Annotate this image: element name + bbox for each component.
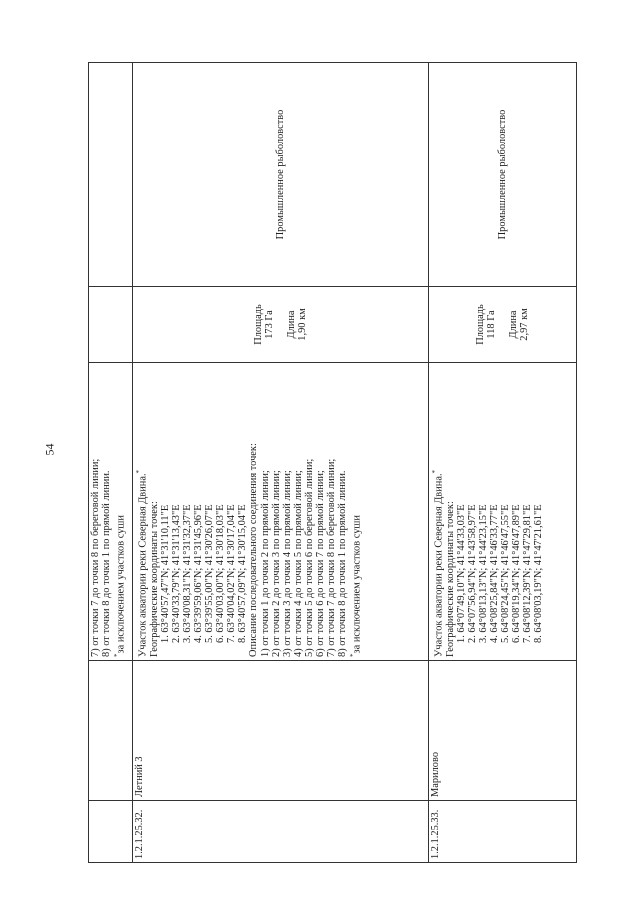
coord-point: 8. 64°08'03,19"N; 41°47'21,61"E: [533, 504, 545, 643]
coord-point: 3. 64°08'13,13"N; 41°44'23,15"E: [477, 504, 489, 643]
coord-point: 1. 64°07'49,10"N; 41°44'33,03"E: [455, 504, 467, 643]
coords-header: Географические координаты точек:: [444, 501, 456, 657]
cell-empty: [89, 287, 133, 363]
table-row: [133, 63, 429, 863]
length-value: 1,90 км: [297, 308, 309, 341]
length-label: Длина: [508, 310, 519, 339]
coord-point: 3. 63°40'08,31"N; 41°31'32,37"E: [181, 504, 193, 643]
area-title: Участок акватории реки Северная Двина.*: [135, 469, 149, 657]
coord-point: 6. 64°08'19,34"N; 41°46'47,89"E: [511, 504, 523, 643]
table-row: [429, 63, 577, 863]
coord-point: 2. 63°40'33,79"N; 41°31'13,43"E: [170, 504, 182, 643]
purpose-cell: Промышленное рыболовство: [133, 63, 429, 287]
continuation-cell: [89, 363, 133, 661]
desc-line: 7) от точки 7 до точки 8 по береговой линии;: [326, 458, 338, 657]
coords-header: Географические координаты точек:: [148, 501, 160, 657]
coord-point: 7. 63°40'04,02"N; 41°30'17,04"E: [226, 504, 238, 643]
exclusion-note: *за исключением участков суши: [113, 515, 127, 657]
desc-line: 5) от точки 5 до точки 6 по береговой линии;: [303, 458, 315, 657]
row-id: 1.2.1.25.33.: [429, 801, 577, 863]
coord-point: 4. 63°39'59,06"N; 41°31'45,96"E: [192, 504, 204, 643]
row-id: 1.2.1.25.32.: [133, 801, 429, 863]
desc-header: Описание последовательного соединения точек:: [248, 443, 260, 657]
area-label: Площадь: [252, 304, 264, 345]
registry-table-wrapper: [88, 63, 578, 863]
table-row-continuation: [89, 63, 133, 863]
coord-point: 7. 64°08'12,39"N; 41°47'29,81"E: [522, 504, 534, 643]
coord-point: 2. 64°07'56,94"N; 41°43'58,97"E: [466, 504, 478, 643]
cell-empty: [89, 801, 133, 863]
coord-point: 5. 63°39'55,00"N; 41°30'26,07"E: [204, 504, 216, 643]
coord-point: 4. 64°08'25,84"N; 41°46'33,77"E: [488, 504, 500, 643]
coord-point: 6. 63°40'03,00"N; 41°30'18,03"E: [215, 504, 227, 643]
desc-line: 4) от точки 4 до точки 5 по прямой линии;: [292, 470, 304, 657]
area-length-cell: [429, 287, 577, 363]
desc-line: 3) от точки 3 до точки 4 по прямой линии;: [281, 470, 293, 657]
exclusion-note: *за исключением участков суши: [349, 515, 363, 657]
desc-line: 6) от точки 6 до точки 7 по прямой линии;: [314, 470, 326, 657]
desc-line: 8) от точки 8 до точки 1 по прямой линии.: [101, 470, 113, 657]
area-title: Участок акватории реки Северная Двина.*: [431, 469, 445, 657]
row-description: [133, 363, 429, 661]
row-name: Летний 3: [133, 661, 429, 801]
desc-line: 1) от точки 1 до точки 2 по прямой линии;: [259, 470, 271, 657]
water-area-table: [88, 62, 577, 863]
purpose-cell: Промышленное рыболовство: [429, 63, 577, 287]
cell-empty: [89, 63, 133, 287]
area-value: 118 Га: [485, 310, 497, 339]
coord-point: 8. 63°40'57,09"N; 41°30'15,04"E: [237, 504, 249, 643]
area-length-cell: [133, 287, 429, 363]
length-value: 2,97 км: [519, 308, 531, 341]
area-value: 173 Га: [263, 310, 275, 339]
coord-point: 1. 63°40'57,47"N; 41°31'10,11"E: [159, 504, 171, 643]
desc-line: 8) от точки 8 до точки 1 по прямой линии.: [337, 470, 349, 657]
desc-line: 2) от точки 2 до точки 3 по прямой линии;: [270, 470, 282, 657]
length-label: Длина: [286, 310, 297, 339]
page-number: 54: [42, 443, 57, 456]
row-name: Марилово: [429, 661, 577, 801]
coord-point: 5. 64°08'24,45"N; 41°46'47,55"E: [500, 504, 512, 643]
desc-line: 7) от точки 7 до точки 8 по береговой линии;: [90, 458, 101, 657]
row-description: [429, 363, 577, 661]
area-label: Площадь: [474, 304, 486, 345]
cell-empty: [89, 661, 133, 801]
